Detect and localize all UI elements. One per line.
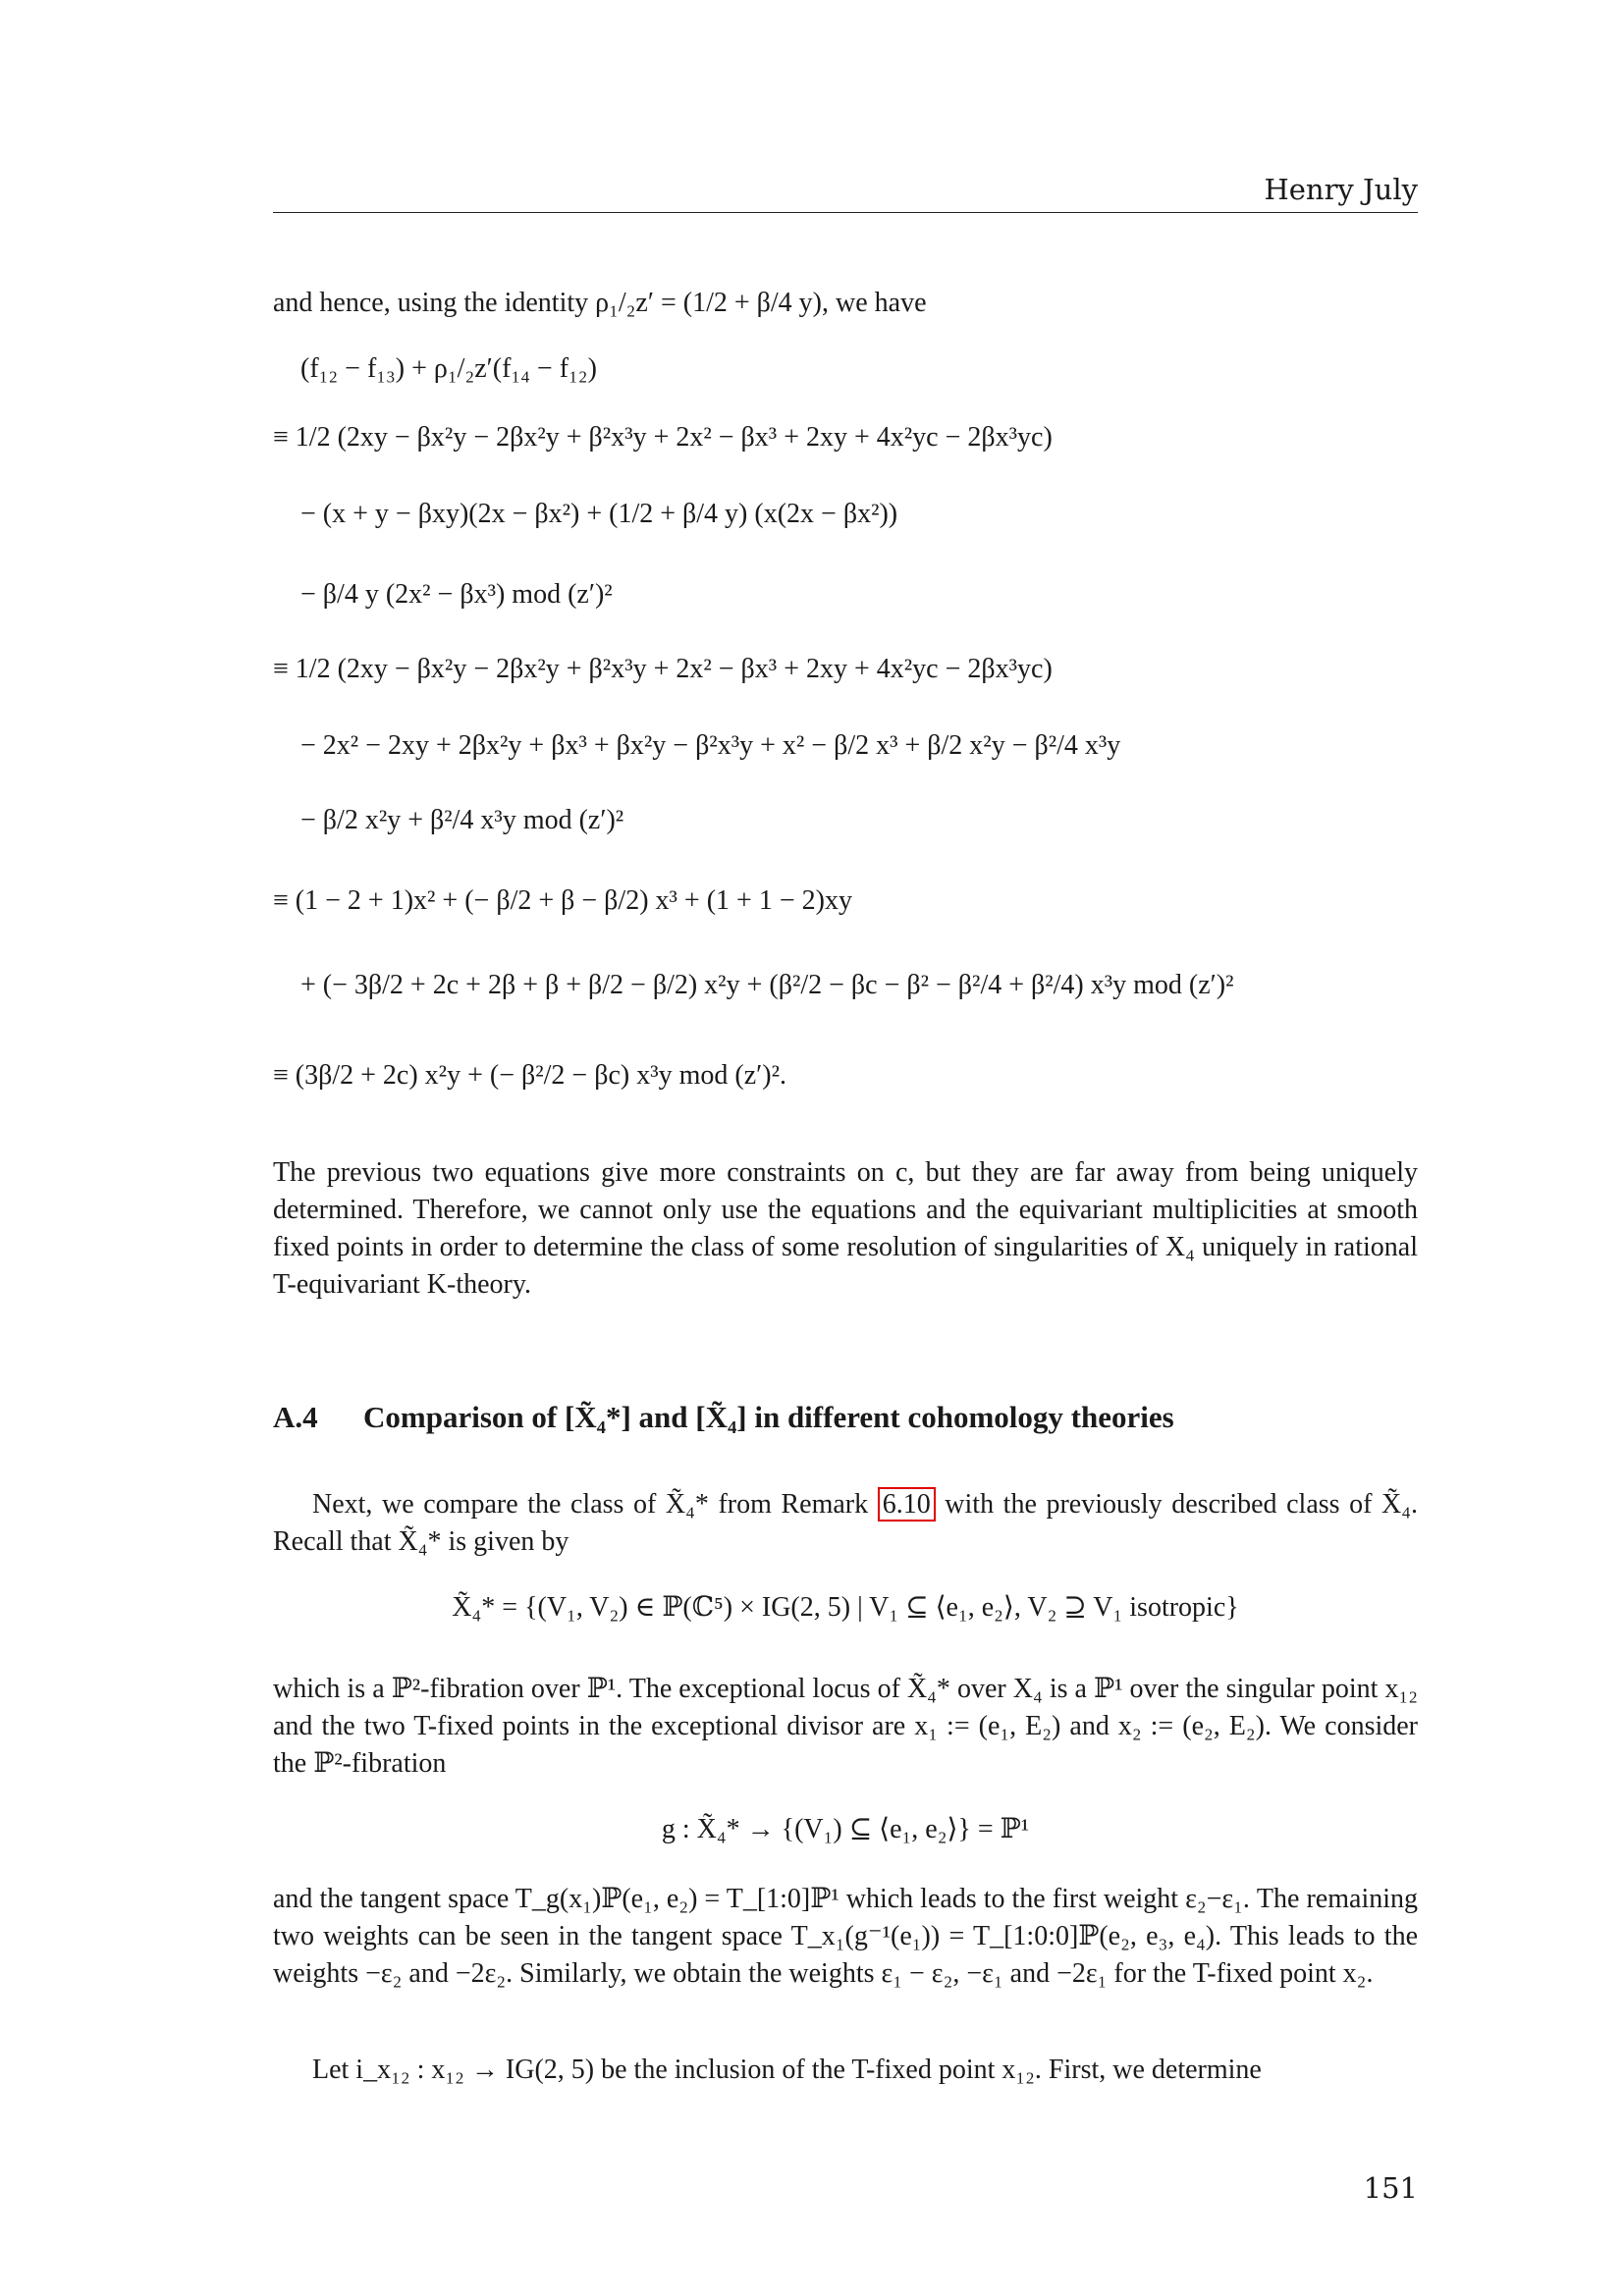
equation-line: + (− 3β/2 + 2c + 2β + β + β/2 − β/2) x²y + (β²/2 − βc − β² − β²/4 + β²/4) x³y mod (z′)² [300,970,1234,1000]
header-author: Henry July [1264,173,1418,206]
paragraph-next-text: Next, we compare the class of X̃₄* from Remark [312,1489,878,1520]
remark-reference-link[interactable]: 6.10 [878,1487,936,1522]
equation-line: − 2x² − 2xy + 2βx²y + βx³ + βx²y − β²x³y + x² − β/2 x³ + β/2 x²y − β²/4 x³y [300,730,1121,761]
paragraph-last: Let i_x₁₂ : x₁₂ → IG(2, 5) be the inclusion of the T-fixed point x₁₂. First, we determine [312,2055,1262,2085]
display-equation: X̃₄* = {(V₁, V₂) ∈ ℙ(ℂ⁵) × IG(2, 5) | V₁ ⊆ ⟨e₁, e₂⟩, V₂ ⊇ V₁ isotropic} [452,1592,1239,1623]
section-number: A.4 [273,1400,318,1434]
equation-line: − β/4 y (2x² − βx³) mod (z′)² [300,579,613,610]
running-header [273,169,1418,213]
equation-line: ≡ 1/2 (2xy − βx²y − 2βx²y + β²x³y + 2x² − βx³ + 2xy + 4x²yc − 2βx³yc) [273,422,1053,453]
section-heading [273,1400,1174,1435]
equation-line: (f₁₂ − f₁₃) + ρ₁/₂z′(f₁₄ − f₁₂) [300,353,597,384]
equation-line: ≡ (3β/2 + 2c) x²y + (− β²/2 − βc) x³y mod (z′)². [273,1060,786,1091]
page-number: 151 [1363,2171,1418,2205]
intro-line: and hence, using the identity ρ₁/₂z′ = (1/2 + β/4 y), we have [273,288,927,318]
equation-line: − (x + y − βxy)(2x − βx²) + (1/2 + β/4 y) (x(2x − βx²)) [300,499,898,529]
section-title: Comparison of [X̃₄*] and [X̃₄] in different cohomology theories [363,1400,1174,1434]
equation-line: − β/2 x²y + β²/4 x³y mod (z′)² [300,805,624,835]
equation-line: ≡ (1 − 2 + 1)x² + (− β/2 + β − β/2) x³ + (1 + 1 − 2)xy [273,885,852,916]
paragraph-next [273,1486,1418,1561]
display-equation: g : X̃₄* → {(V₁) ⊆ ⟨e₁, e₂⟩} = ℙ¹ [661,1814,1030,1844]
paragraph-next-text: with the previously described class of X̃₄. Recall that X̃₄* is given by [273,1489,1419,1557]
paragraph-tangent: and the tangent space T_g(x₁)ℙ(e₁, e₂) = T_[1:0]ℙ¹ which leads to the first weight ε₂−ε₁. The remaining two weights can be seen in the tangent space T_x₁(g⁻¹(e₁)) = T_[1:0:0]ℙ(e₂, e₃, e₄). This leads to the weights −ε₂ and −2ε₂. Similarly, we obtain the weights ε₁ − ε₂, −ε₁ and −2ε₁ for the T-fixed point x₂. [273,1884,1418,1989]
paragraph-fibration: which is a ℙ²-fibration over ℙ¹. The exceptional locus of X̃₄* over X₄ is a ℙ¹ over the singular point x₁₂ and the two T-fixed points in the exceptional divisor are x₁ := (e₁, E₂) and x₂ := (e₂, E₂). We consider the ℙ²-fibration [273,1674,1418,1779]
equation-line: ≡ 1/2 (2xy − βx²y − 2βx²y + β²x³y + 2x² − βx³ + 2xy + 4x²yc − 2βx³yc) [273,654,1053,684]
paragraph-constraints: The previous two equations give more constraints on c, but they are far away from being uniquely determined. Therefore, we cannot only use the equations and the equivariant multiplicities at smooth fixed points in order to determine the class of some resolution of singularities of X₄ uniquely in rational T-equivariant K-theory. [273,1157,1418,1300]
